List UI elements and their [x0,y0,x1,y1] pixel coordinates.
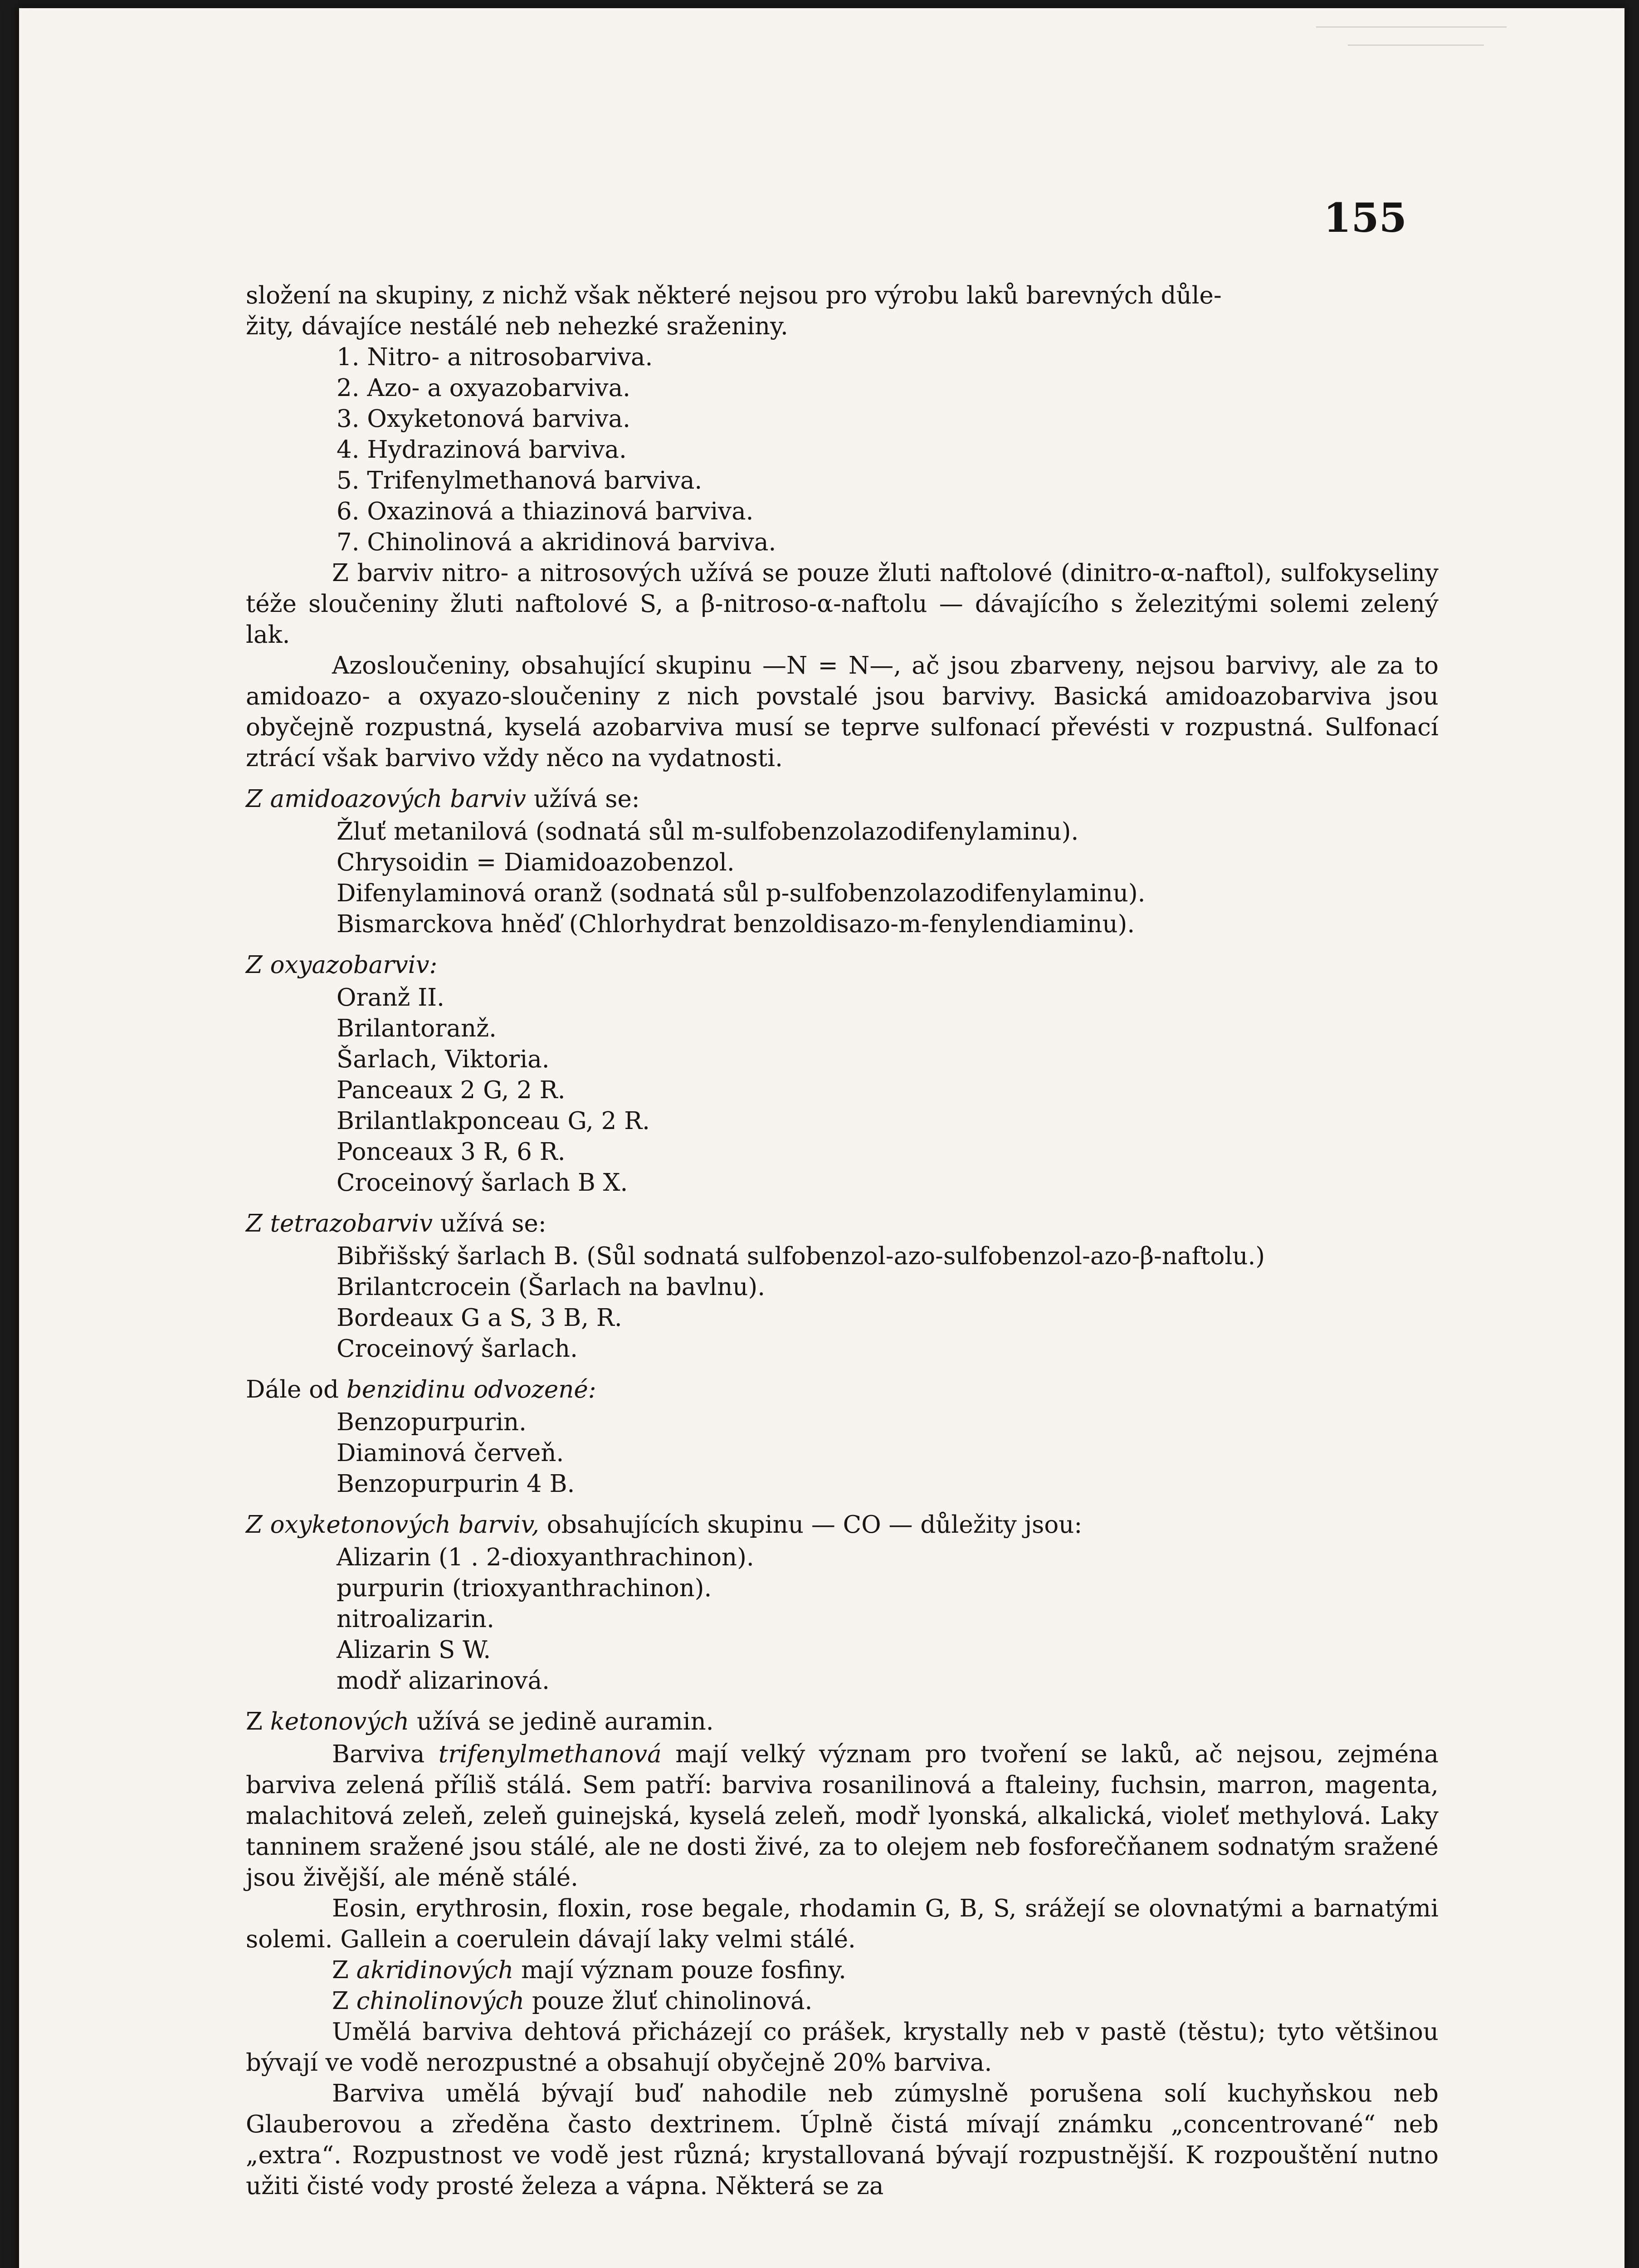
heading-italic: Z oxyazobarviv: [246,951,438,979]
list-item: modř alizarinová. [337,1667,550,1695]
list-item: 4. Hydrazinová barviva. [337,436,627,464]
azo-paragraph: Azosloučeniny, obsahující skupinu —N = N—, ač jsou zbarveny, nejsou barvivy, ale za to amidoazo- a oxyazo-sloučeniny z nich povstalé jsou barvivy. Basická amidoazobarviva jsou obyčejně rozpustná, kyselá azobarviva musí se teprve sulfonací převésti v rozpustná. Sulfonací ztrácí však barvivo vždy něco na vydatnosti. [246,652,1439,772]
oxyketon-list [246,1542,1439,1696]
list-item: 6. Oxazinová a thiazinová barviva. [337,498,754,525]
paragraph-italic: trifenylmethanová [438,1740,662,1768]
list-item: Bibřišský šarlach B. (Sůl sodnatá sulfobenzol-azo-sulfobenzol-azo-β-naftolu.) [337,1242,1265,1270]
list-item: Oranž II. [337,984,445,1012]
umela-paragraph: Umělá barviva dehtová přicházejí co prášek, krystally neb v pastě (těstu); tyto většinou bývají ve vodě nerozpustné a obsahují obyčejně 20% barviva. [246,2018,1439,2077]
heading-plain: Z [246,1708,270,1735]
amidoazo-list [246,816,1439,940]
list-item: Brilantcrocein (Šarlach na bavlnu). [337,1273,766,1301]
paragraph-rest: pouze žluť chinolinová. [524,1987,813,2015]
page-body [246,280,1439,2202]
list-item: 2. Azo- a oxyazobarviva. [337,374,631,402]
akridin-line [246,1955,1439,1986]
heading-rest: užívá se: [433,1210,546,1237]
dye-class-list [246,342,1439,558]
list-item: Benzopurpurin 4 B. [337,1470,575,1498]
list-item: Ponceaux 3 R, 6 R. [337,1138,566,1166]
paragraph-lead: Z [332,1987,356,2015]
list-item: Croceinový šarlach. [337,1335,578,1363]
list-item: 1. Nitro- a nitrosobarviva. [337,343,653,371]
list-item: Brilantoranž. [337,1015,497,1042]
chinolin-line [246,1986,1439,2017]
heading-italic: ketonových [270,1708,410,1735]
paragraph-rest: mají význam pouze fosfiny. [513,1956,846,1984]
amidoazo-heading [246,784,1439,815]
list-item: Chrysoidin = Diamidoazobenzol. [337,849,735,876]
heading-rest: užívá se: [526,785,640,813]
oxyazo-list [246,982,1439,1198]
paragraph-lead: Z [332,1956,356,1984]
keton-line [246,1706,1439,1737]
list-item: Benzopurpurin. [337,1408,527,1436]
list-item: 5. Trifenylmethanová barviva. [337,467,702,494]
paragraph-italic: akridinových [356,1956,514,1984]
scan-artifact [1348,44,1484,46]
paragraph-italic: chinolinových [356,1987,525,2015]
scan-artifact [1316,26,1507,28]
tetrazo-list [246,1241,1439,1364]
list-item: 3. Oxyketonová barviva. [337,405,630,433]
paragraph-rest: mají velký význam pro tvoření se laků, ač nejsou, zejména barviva zelená příliš stálá. Sem patří: barviva rosanilinová a ftaleiny, fuchsin, marron, magenta, malachitová zeleň, zeleň guinejská, kyselá zeleň, modř lyonská, alkalická, violeť methylová. Laky tanninem sražené jsou stálé, ale ne dosti živé, za to olejem neb fosforečňanem sodnatým sražené jsou živější, ale méně stálé. [246,1740,1439,1892]
list-item: 7. Chinolinová a akridinová barviva. [337,528,776,556]
heading-rest: užívá se jedině auramin. [409,1708,714,1735]
list-item: Šarlach, Viktoria. [337,1046,550,1073]
intro-line: žity, dávajíce nestálé neb nehezké sraženiny. [246,313,788,340]
list-item: Croceinový šarlach B X. [337,1169,628,1197]
oxyketon-heading [246,1510,1439,1540]
list-item: Alizarin (1 . 2-dioxyanthrachinon). [337,1544,754,1571]
book-page [19,8,1624,2268]
list-item: Brilantlakponceau G, 2 R. [337,1107,650,1135]
list-item: Bordeaux G a S, 3 B, R. [337,1304,622,1332]
list-item: Panceaux 2 G, 2 R. [337,1076,566,1104]
list-item: Diaminová červeň. [337,1439,564,1467]
trifenyl-paragraph [246,1739,1439,1893]
list-item: Žluť metanilová (sodnatá sůl m-sulfobenzolazodifenylaminu). [337,818,1079,846]
heading-italic: Z oxyketonových barviv, [246,1511,539,1539]
page-number: 155 [1323,194,1407,241]
heading-italic: Z tetrazobarviv [246,1210,433,1237]
benzidin-list [246,1407,1439,1500]
heading-italic: Z amidoazových barviv [246,785,526,813]
list-item: purpurin (trioxyanthrachinon). [337,1574,712,1602]
list-item: Bismarckova hněď (Chlorhydrat benzoldisazo-m-fenylendiaminu). [337,910,1135,938]
list-item: nitroalizarin. [337,1605,494,1633]
list-item: Alizarin S W. [337,1636,491,1664]
barviva-paragraph: Barviva umělá bývají buď nahodile neb zúmyslně porušena solí kuchyňskou neb Glauberovou a zředěna často dextrinem. Úplně čistá mívají známku „concentrované“ neb „extra“. Rozpustnost ve vodě jest různá; krystallovaná bývají rozpustnější. K rozpouštění nutno užiti čisté vody prosté železa a vápna. Některá se za [246,2080,1439,2200]
eosin-paragraph: Eosin, erythrosin, floxin, rose begale, rhodamin G, B, S, srážejí se olovnatými a barnatými solemi. Gallein a coerulein dávají laky velmi stálé. [246,1895,1439,1953]
benzidin-heading [246,1374,1439,1405]
list-item: Difenylaminová oranž (sodnatá sůl p-sulfobenzolazodifenylaminu). [337,880,1146,907]
heading-italic: benzidinu odvozené: [346,1376,596,1403]
paragraph-lead: Barviva [332,1740,439,1768]
tetrazo-heading [246,1208,1439,1239]
heading-rest: obsahujících skupinu — CO — důležity jsou: [539,1511,1083,1539]
nitro-paragraph: Z barviv nitro- a nitrosových užívá se pouze žluti naftolové (dinitro-α-naftol), sulfokyseliny téže sloučeniny žluti naftolové S, a β-nitroso-α-naftolu — dávajícího s železitými solemi zelený lak. [246,559,1439,649]
oxyazo-heading [246,950,1439,981]
intro-line: složení na skupiny, z nichž však některé nejsou pro výrobu laků barevných důle- [246,282,1222,309]
heading-plain: Dále od [246,1376,346,1403]
